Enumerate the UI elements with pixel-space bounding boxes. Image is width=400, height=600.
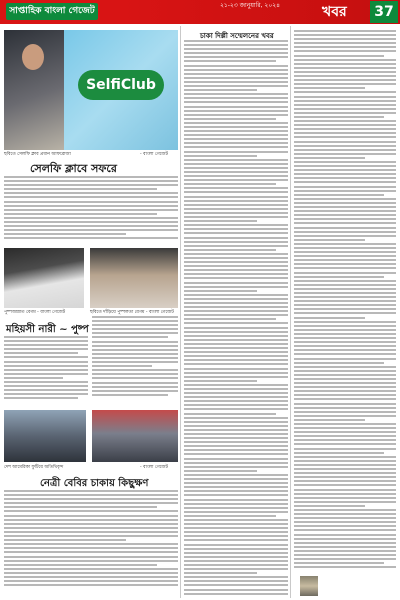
story-body xyxy=(184,40,288,596)
story-body xyxy=(4,336,88,406)
photo-credit: - বাংলা গেজেট xyxy=(140,152,168,157)
author-thumbnail xyxy=(300,576,318,596)
selficlub-badge: SelfiClub xyxy=(78,70,164,100)
story-body xyxy=(92,316,178,406)
column-divider xyxy=(180,26,181,598)
story-photo-woman xyxy=(4,248,84,308)
section-title: খবর xyxy=(322,4,347,20)
story-headline: মহিয়সী নারী ~ পুষ্প xyxy=(6,324,89,335)
photo-caption: পুষ্পজান্নাত বেগম - বাংলা গেজেট xyxy=(4,310,66,315)
masthead xyxy=(0,0,400,24)
story-body xyxy=(4,176,178,244)
story-headline: সেলফি ক্লাবে সফরে xyxy=(30,162,117,175)
column-divider xyxy=(290,26,291,598)
photo-credit: - বাংলা গেজেট xyxy=(140,465,168,470)
story-body xyxy=(4,490,178,596)
story-photo-event xyxy=(92,410,178,462)
story-photo-woman-2 xyxy=(90,248,178,308)
portrait-face xyxy=(22,44,44,70)
story-headline: চাকা দিল্লী সম্মেলনের খবর xyxy=(200,32,274,40)
page-number: 37 xyxy=(370,1,398,23)
issue-date: ২১-২৩ জানুয়ারি, ২০২৪ xyxy=(219,2,281,9)
story-photo-portrait xyxy=(4,30,64,150)
photo-caption: দেশ আমেরিকা ফুটিয়ে অতিথিবৃন্দ xyxy=(4,465,64,470)
story-body xyxy=(294,30,396,596)
selficlub-photo xyxy=(64,30,178,150)
story-photo-group xyxy=(4,410,86,462)
photo-caption: ছবিতে সেলফি ক্লাব প্রধান আফরোজা xyxy=(4,152,71,157)
story-headline: নেত্রী বেবির চাকায় কিছুক্ষণ xyxy=(40,478,149,489)
newspaper-logo: সাপ্তাহিক বাংলা গেজেট xyxy=(6,3,98,20)
photo-caption: ছবিতে দাঁড়িয়ে পুষ্পলতা বেগম - বাংলা গেজেট xyxy=(90,310,174,315)
